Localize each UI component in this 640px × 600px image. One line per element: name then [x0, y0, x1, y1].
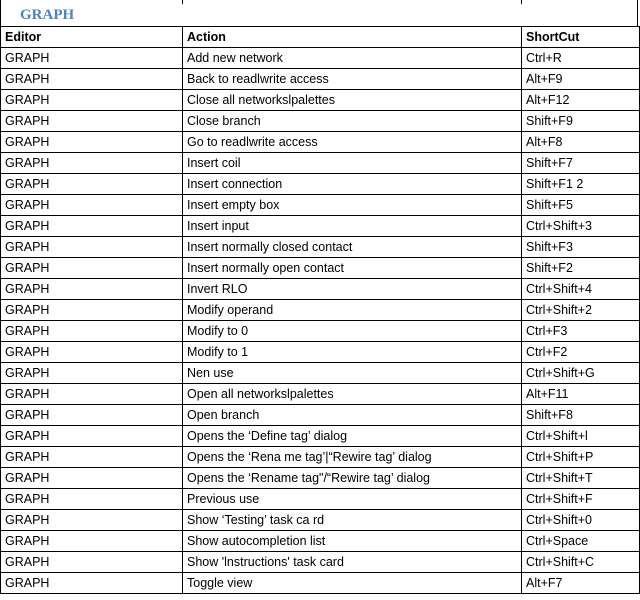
- shortcut-cell: Ctrl+Shift+3: [522, 216, 640, 237]
- editor-cell: GRAPH: [1, 279, 183, 300]
- action-cell: Show autocompletion list: [183, 531, 522, 552]
- editor-cell: GRAPH: [1, 258, 183, 279]
- action-cell: Opens the ‘Rena me tag’|“Rewire tag’ dialog: [183, 447, 522, 468]
- editor-cell: GRAPH: [1, 300, 183, 321]
- shortcut-cell: Shift+F1 2: [522, 174, 640, 195]
- shortcut-cell: Shift+F5: [522, 195, 640, 216]
- shortcut-cell: Ctrl+Shift+T: [522, 468, 640, 489]
- editor-cell: GRAPH: [1, 384, 183, 405]
- action-cell: Close all networkslpalettes: [183, 90, 522, 111]
- table-row: [1, 426, 640, 447]
- editor-cell: GRAPH: [1, 90, 183, 111]
- action-cell: Modify to 0: [183, 321, 522, 342]
- editor-cell: GRAPH: [1, 363, 183, 384]
- editor-cell: GRAPH: [1, 237, 183, 258]
- shortcut-cell: Ctrl+Shift+0: [522, 510, 640, 531]
- table-header-row: [1, 27, 640, 48]
- action-cell: Modify operand: [183, 300, 522, 321]
- editor-cell: GRAPH: [1, 69, 183, 90]
- shortcut-cell: Ctrl+Shift+C: [522, 552, 640, 573]
- shortcut-cell: Ctrl+Shift+P: [522, 447, 640, 468]
- editor-cell: GRAPH: [1, 447, 183, 468]
- column-header-editor: Editor: [1, 27, 183, 48]
- action-cell: Add new network: [183, 48, 522, 69]
- editor-cell: GRAPH: [1, 405, 183, 426]
- action-cell: Go to readlwrite access: [183, 132, 522, 153]
- shortcut-cell: Shift+F3: [522, 237, 640, 258]
- editor-cell: GRAPH: [1, 342, 183, 363]
- editor-cell: GRAPH: [1, 552, 183, 573]
- editor-cell: GRAPH: [1, 216, 183, 237]
- editor-cell: GRAPH: [1, 195, 183, 216]
- shortcut-cell: Ctrl+Shift+G: [522, 363, 640, 384]
- table-row: [1, 300, 640, 321]
- action-cell: Previous use: [183, 489, 522, 510]
- section-title: GRAPH: [0, 4, 638, 26]
- shortcut-cell: Alt+F12: [522, 90, 640, 111]
- table-row: [1, 174, 640, 195]
- table-row: [1, 321, 640, 342]
- action-cell: Nen use: [183, 363, 522, 384]
- shortcut-cell: Alt+F7: [522, 573, 640, 594]
- shortcut-cell: Alt+F9: [522, 69, 640, 90]
- editor-cell: GRAPH: [1, 531, 183, 552]
- action-cell: Insert normally open contact: [183, 258, 522, 279]
- table-row: [1, 447, 640, 468]
- table-row: [1, 90, 640, 111]
- action-cell: Opens the ‘Define tag’ dialog: [183, 426, 522, 447]
- table-row: [1, 384, 640, 405]
- action-cell: Open branch: [183, 405, 522, 426]
- action-cell: Insert coil: [183, 153, 522, 174]
- table-row: [1, 489, 640, 510]
- action-cell: Insert connection: [183, 174, 522, 195]
- action-cell: Invert RLO: [183, 279, 522, 300]
- editor-cell: GRAPH: [1, 321, 183, 342]
- editor-cell: GRAPH: [1, 489, 183, 510]
- table-row: [1, 573, 640, 594]
- shortcut-cell: Ctrl+Shift+2: [522, 300, 640, 321]
- shortcut-table: [0, 26, 640, 594]
- editor-cell: GRAPH: [1, 48, 183, 69]
- action-cell: Opens the ‘Rename tag"/“Rewire tag’ dialog: [183, 468, 522, 489]
- shortcut-cell: Ctrl+F3: [522, 321, 640, 342]
- shortcut-cell: Shift+F2: [522, 258, 640, 279]
- action-cell: Insert empty box: [183, 195, 522, 216]
- shortcut-cell: Ctrl+Shift+l: [522, 426, 640, 447]
- editor-cell: GRAPH: [1, 174, 183, 195]
- editor-cell: GRAPH: [1, 510, 183, 531]
- shortcut-cell: Shift+F7: [522, 153, 640, 174]
- shortcut-cell: Alt+F11: [522, 384, 640, 405]
- action-cell: Toggle view: [183, 573, 522, 594]
- table-row: [1, 363, 640, 384]
- action-cell: Insert input: [183, 216, 522, 237]
- action-cell: Back to readlwrite access: [183, 69, 522, 90]
- table-row: [1, 237, 640, 258]
- shortcut-cell: Ctrl+Shift+F: [522, 489, 640, 510]
- action-cell: Show 'lnstructions' task card: [183, 552, 522, 573]
- editor-cell: GRAPH: [1, 573, 183, 594]
- editor-cell: GRAPH: [1, 132, 183, 153]
- table-row: [1, 405, 640, 426]
- action-cell: Modify to 1: [183, 342, 522, 363]
- shortcut-cell: Ctrl+Shift+4: [522, 279, 640, 300]
- table-row: [1, 48, 640, 69]
- table-row: [1, 279, 640, 300]
- table-row: [1, 69, 640, 90]
- action-cell: Insert normally closed contact: [183, 237, 522, 258]
- shortcut-cell: Alt+F8: [522, 132, 640, 153]
- editor-cell: GRAPH: [1, 426, 183, 447]
- table-row: [1, 531, 640, 552]
- table-row: [1, 510, 640, 531]
- table-row: [1, 468, 640, 489]
- table-row: [1, 132, 640, 153]
- action-cell: Close branch: [183, 111, 522, 132]
- editor-cell: GRAPH: [1, 153, 183, 174]
- table-row: [1, 195, 640, 216]
- table-row: [1, 111, 640, 132]
- table-row: [1, 153, 640, 174]
- shortcut-cell: Shift+F9: [522, 111, 640, 132]
- table-row: [1, 216, 640, 237]
- column-header-action: Action: [183, 27, 522, 48]
- editor-cell: GRAPH: [1, 111, 183, 132]
- shortcut-cell: Ctrl+R: [522, 48, 640, 69]
- action-cell: Show ‘Testing’ task ca rd: [183, 510, 522, 531]
- table-row: [1, 258, 640, 279]
- column-header-shortcut: ShortCut: [522, 27, 640, 48]
- table-row: [1, 552, 640, 573]
- action-cell: Open all networkslpalettes: [183, 384, 522, 405]
- table-row: [1, 342, 640, 363]
- shortcut-cell: Shift+F8: [522, 405, 640, 426]
- shortcut-cell: Ctrl+F2: [522, 342, 640, 363]
- shortcut-cell: Ctrl+Space: [522, 531, 640, 552]
- editor-cell: GRAPH: [1, 468, 183, 489]
